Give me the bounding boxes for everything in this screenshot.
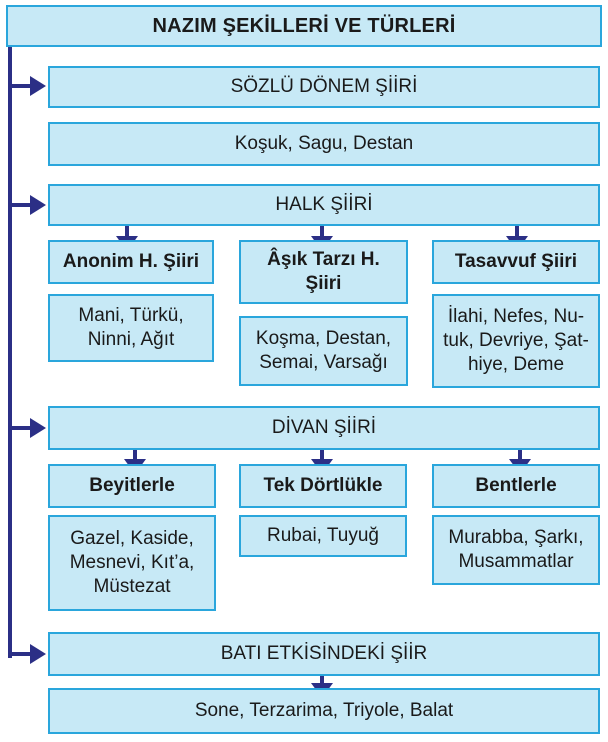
section-heading-divan: DİVAN ŞİİRİ <box>48 406 600 450</box>
item-line: Gazel, Kaside, <box>70 528 194 550</box>
item-line: Ninni, Ağıt <box>87 329 175 350</box>
item-line: Mesnevi, Kıt’a, <box>69 552 195 574</box>
subtype-tek-dortlukle: Tek Dörtlükle <box>239 464 407 508</box>
item-line: İlahi, Nefes, Nu- <box>447 306 585 328</box>
item-line: Müstezat <box>93 575 171 597</box>
subtype-asik: Âşık Tarzı H. Şiiri <box>239 240 408 304</box>
items-tek-dortlukle <box>239 515 407 557</box>
section-detail-sozlu: Koşuk, Sagu, Destan <box>48 122 600 166</box>
section-detail-bati: Sone, Terzarima, Triyole, Balat <box>48 688 600 734</box>
item-line: Semai, Varsağı <box>259 352 388 373</box>
section-heading-halk: HALK ŞİİRİ <box>48 184 600 226</box>
diagram-title: NAZIM ŞEKİLLERİ VE TÜRLERİ <box>6 5 602 47</box>
section-heading-bati: BATI ETKİSİNDEKİ ŞİİR <box>48 632 600 676</box>
subtype-beyitlerle: Beyitlerle <box>48 464 216 508</box>
section-heading-sozlu: SÖZLÜ DÖNEM ŞİİRİ <box>48 66 600 108</box>
subtype-bentlerle: Bentlerle <box>432 464 600 508</box>
items-asik <box>239 316 408 386</box>
item-line: Koşma, Destan, <box>255 328 392 350</box>
item-line: Mani, Türkü, <box>78 305 184 327</box>
item-line: hiye, Deme <box>467 353 565 375</box>
item-line: Musammatlar <box>458 551 574 572</box>
items-anonim <box>48 294 214 362</box>
item-line: Rubai, Tuyuğ <box>267 525 379 547</box>
items-tasavvuf <box>432 294 600 388</box>
item-line: tuk, Devriye, Şat- <box>443 330 589 352</box>
subtype-tasavvuf: Tasavvuf Şiiri <box>432 240 600 284</box>
items-beyitlerle <box>48 515 216 611</box>
items-bentlerle <box>432 515 600 585</box>
item-line: Murabba, Şarkı, <box>448 527 584 549</box>
subtype-anonim: Anonim H. Şiiri <box>48 240 214 284</box>
